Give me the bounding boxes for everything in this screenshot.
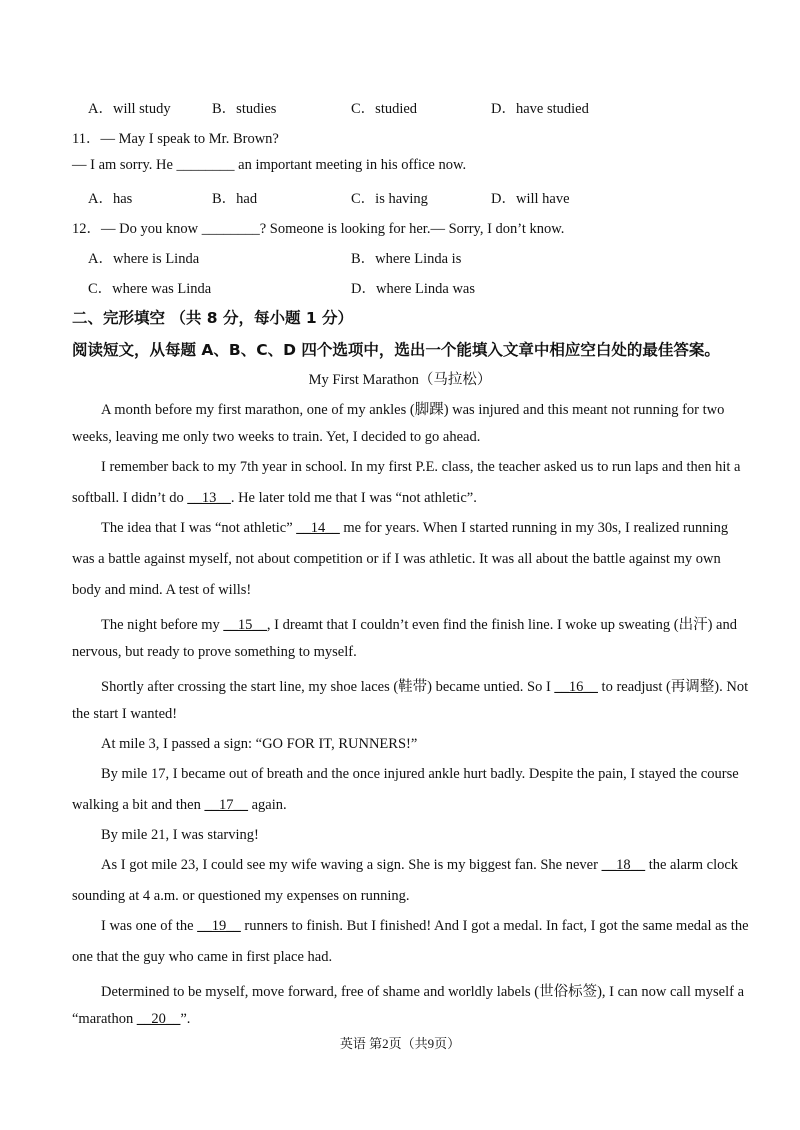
- passage-text: The night before my: [101, 617, 224, 633]
- passage-line: sounding at 4 a.m. or questioned my expenses on running.: [72, 888, 410, 904]
- passage-line: [101, 918, 749, 935]
- q12-question: 12．— Do you know ________? Someone is looking for her.— Sorry, I don’t know.: [72, 221, 565, 237]
- passage-line: At mile 3, I passed a sign: “GO FOR IT, RUNNERS!”: [101, 736, 418, 752]
- q10-option-b: B．studies: [212, 101, 277, 117]
- passage-line: [101, 613, 737, 634]
- blank-19: __19__: [197, 918, 241, 934]
- passage-line: A month before my first marathon, one of my ankles (脚踝) was injured and this meant not running for two: [101, 402, 725, 418]
- q11-option-c: C．is having: [351, 191, 428, 207]
- passage-line: the start I wanted!: [72, 706, 178, 722]
- passage-text: I was one of the: [101, 918, 198, 934]
- passage-text: ”.: [180, 1011, 191, 1027]
- passage-line: I remember back to my 7th year in school. In my first P.E. class, the teacher asked us to run laps and then hit a: [101, 459, 741, 475]
- passage-text: Shortly after crossing the start line, my shoe laces (鞋带) became untied. So I: [101, 679, 555, 695]
- passage-title: My First Marathon（马拉松）: [308, 372, 492, 388]
- q12-option-a: A．where is Linda: [88, 251, 200, 267]
- passage-text: to readjust (再调整). Not: [597, 679, 749, 695]
- passage-text: again.: [247, 797, 287, 813]
- blank-20: __20__: [136, 1011, 181, 1027]
- passage-text: The idea that I was “not athletic”: [101, 520, 297, 536]
- blank-18: __18__: [601, 857, 646, 873]
- q12-option-c: C．where was Linda: [88, 281, 212, 297]
- section-title: 二、完形填空 （共 8 分，每小题 1 分）: [72, 309, 354, 327]
- q11-option-b: B．had: [212, 191, 258, 207]
- q11-response: — I am sorry. He ________ an important meeting in his office now.: [72, 157, 467, 173]
- page-footer: 英语 第2页（共9页）: [339, 1036, 461, 1051]
- passage-text: softball. I didn’t do: [72, 490, 188, 506]
- passage-line: [101, 675, 748, 696]
- passage-line: [72, 797, 287, 814]
- q11-option-a: A．has: [88, 191, 133, 207]
- q10-option-d: D．have studied: [491, 101, 589, 117]
- q11-option-d: D．will have: [491, 191, 570, 207]
- passage-line: [72, 490, 477, 507]
- blank-15: __15__: [223, 617, 267, 633]
- q10-option-a: A．will study: [88, 101, 171, 117]
- passage-line: By mile 21, I was starving!: [101, 827, 259, 843]
- passage-line: [101, 857, 738, 874]
- passage-text: . He later told me that I was “not athletic”.: [230, 490, 477, 506]
- blank-16: __16__: [554, 679, 598, 695]
- passage-text: , I dreamt that I couldn’t even find the finish line. I woke up sweating (出汗) and: [266, 617, 737, 633]
- section-instruction: 阅读短文，从每题 A、B、C、D 四个选项中，选出一个能填入文章中相应空白处的最佳答案。: [72, 341, 720, 359]
- passage-text: me for years. When I started running in my 30s, I realized running: [339, 520, 729, 536]
- q10-option-c: C．studied: [351, 101, 418, 117]
- passage-text: runners to finish. But I finished! And I got a medal. In fact, I got the same medal as the: [240, 918, 749, 934]
- passage-line: [72, 1011, 190, 1028]
- passage-text: “marathon: [72, 1011, 137, 1027]
- passage-text: the alarm clock: [645, 857, 739, 873]
- blank-13: __13__: [187, 490, 231, 506]
- passage-line: body and mind. A test of wills!: [72, 582, 252, 598]
- passage-line: one that the guy who came in first place had.: [72, 949, 333, 965]
- passage-text: walking a bit and then: [72, 797, 205, 813]
- q12-option-d: D．where Linda was: [351, 281, 476, 297]
- passage-text: As I got mile 23, I could see my wife waving a sign. She is my biggest fan. She never: [101, 857, 602, 873]
- passage-line: Determined to be myself, move forward, free of shame and worldly labels (世俗标签), I can now call myself a: [101, 984, 745, 1000]
- blank-17: __17__: [204, 797, 248, 813]
- passage-line: was a battle against myself, not about competition or if I was athletic. It was all about the battle against my own: [72, 551, 721, 567]
- passage-line: weeks, leaving me only two weeks to train. Yet, I decided to go ahead.: [72, 429, 481, 445]
- passage-line: By mile 17, I became out of breath and the once injured ankle hurt badly. Despite the pain, I stayed the course: [101, 766, 739, 782]
- passage-line: nervous, but ready to prove something to myself.: [72, 644, 357, 660]
- passage-line: [101, 520, 728, 537]
- blank-14: __14__: [296, 520, 340, 536]
- q12-option-b: B．where Linda is: [351, 251, 462, 267]
- q11-question: 11．— May I speak to Mr. Brown?: [72, 131, 279, 147]
